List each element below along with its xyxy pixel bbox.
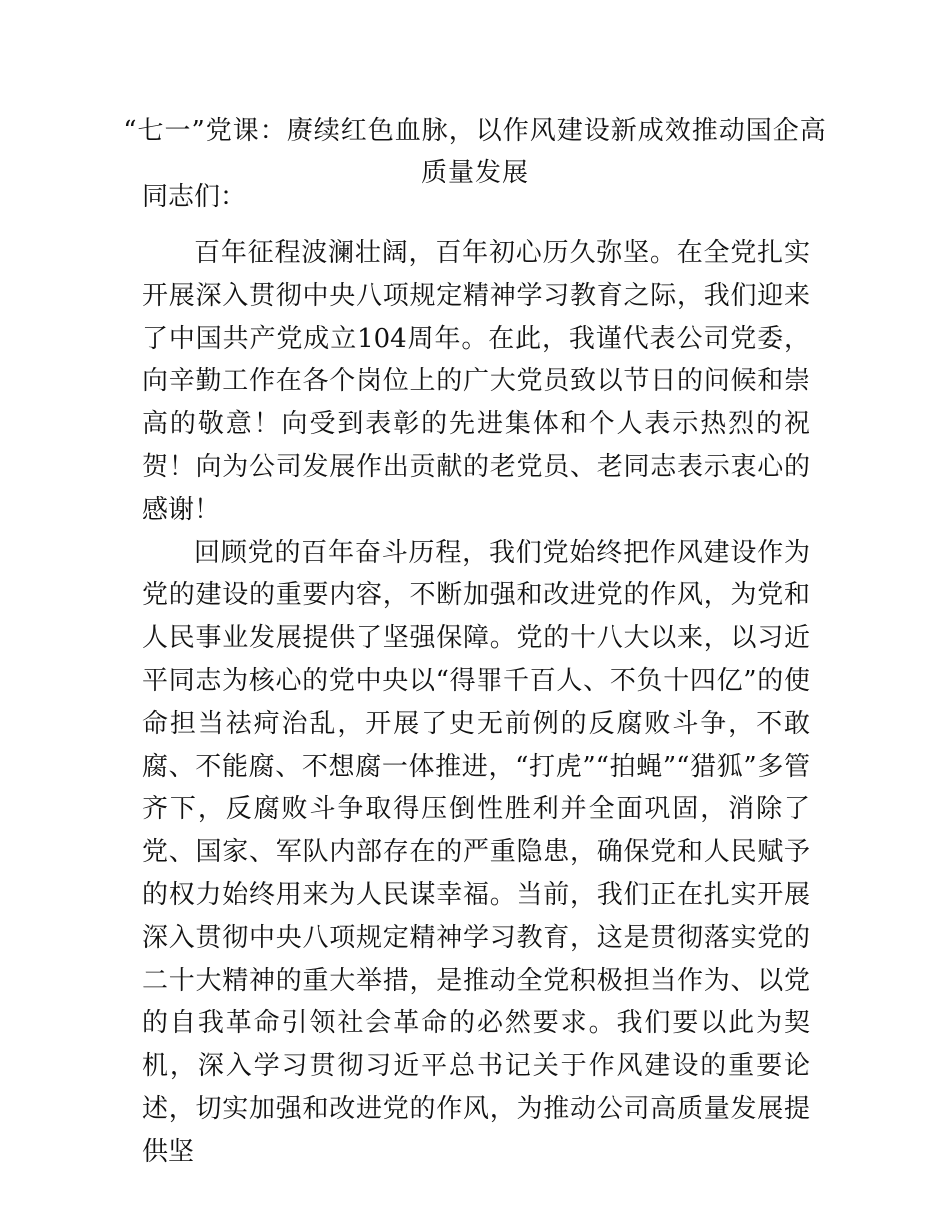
salutation: 同志们： xyxy=(142,182,247,212)
document-title: “七一”党课：赓续红色血脉，以作风建设新成效推动国企高质量发展 xyxy=(123,116,827,188)
paragraph-1: 百年征程波澜壮阔，百年初心历久弥坚。在全党扎实开展深入贯彻中央八项规定精神学习教育之际，我们迎来了中国共产党成立104周年。在此，我谨代表公司党委，向辛勤工作在各个岗位上的广大党员致以节日的问候和崇高的敬意！向受到表彰的先进集体和个人表示热烈的祝贺！向为公司发展作出贡献的老党员、老同志表示衷心的感谢！ xyxy=(142,238,810,525)
paragraph-2: 回顾党的百年奋斗历程，我们党始终把作风建设作为党的建设的重要内容，不断加强和改进党的作风，为党和人民事业发展提供了坚强保障。党的十八大以来，以习近平同志为核心的党中央以“得罪千百人、不负十四亿”的使命担当祛疴治乱，开展了史无前例的反腐败斗争，不敢腐、不能腐、不想腐一体推进，“打虎”“拍蝇”“猎狐”多管齐下，反腐败斗争取得压倒性胜利并全面巩固，消除了党、国家、军队内部存在的严重隐患，确保党和人民赋予的权力始终用来为人民谋幸福。当前，我们正在扎实开展深入贯彻中央八项规定精神学习教育，这是贯彻落实党的二十大精神的重大举措，是推动全党积极担当作为、以党的自我革命引领社会革命的必然要求。我们要以此为契机，深入学习贯彻习近平总书记关于作风建设的重要论述，切实加强和改进党的作风，为推动公司高质量发展提供坚 xyxy=(142,537,810,1167)
document-body xyxy=(142,232,810,1174)
